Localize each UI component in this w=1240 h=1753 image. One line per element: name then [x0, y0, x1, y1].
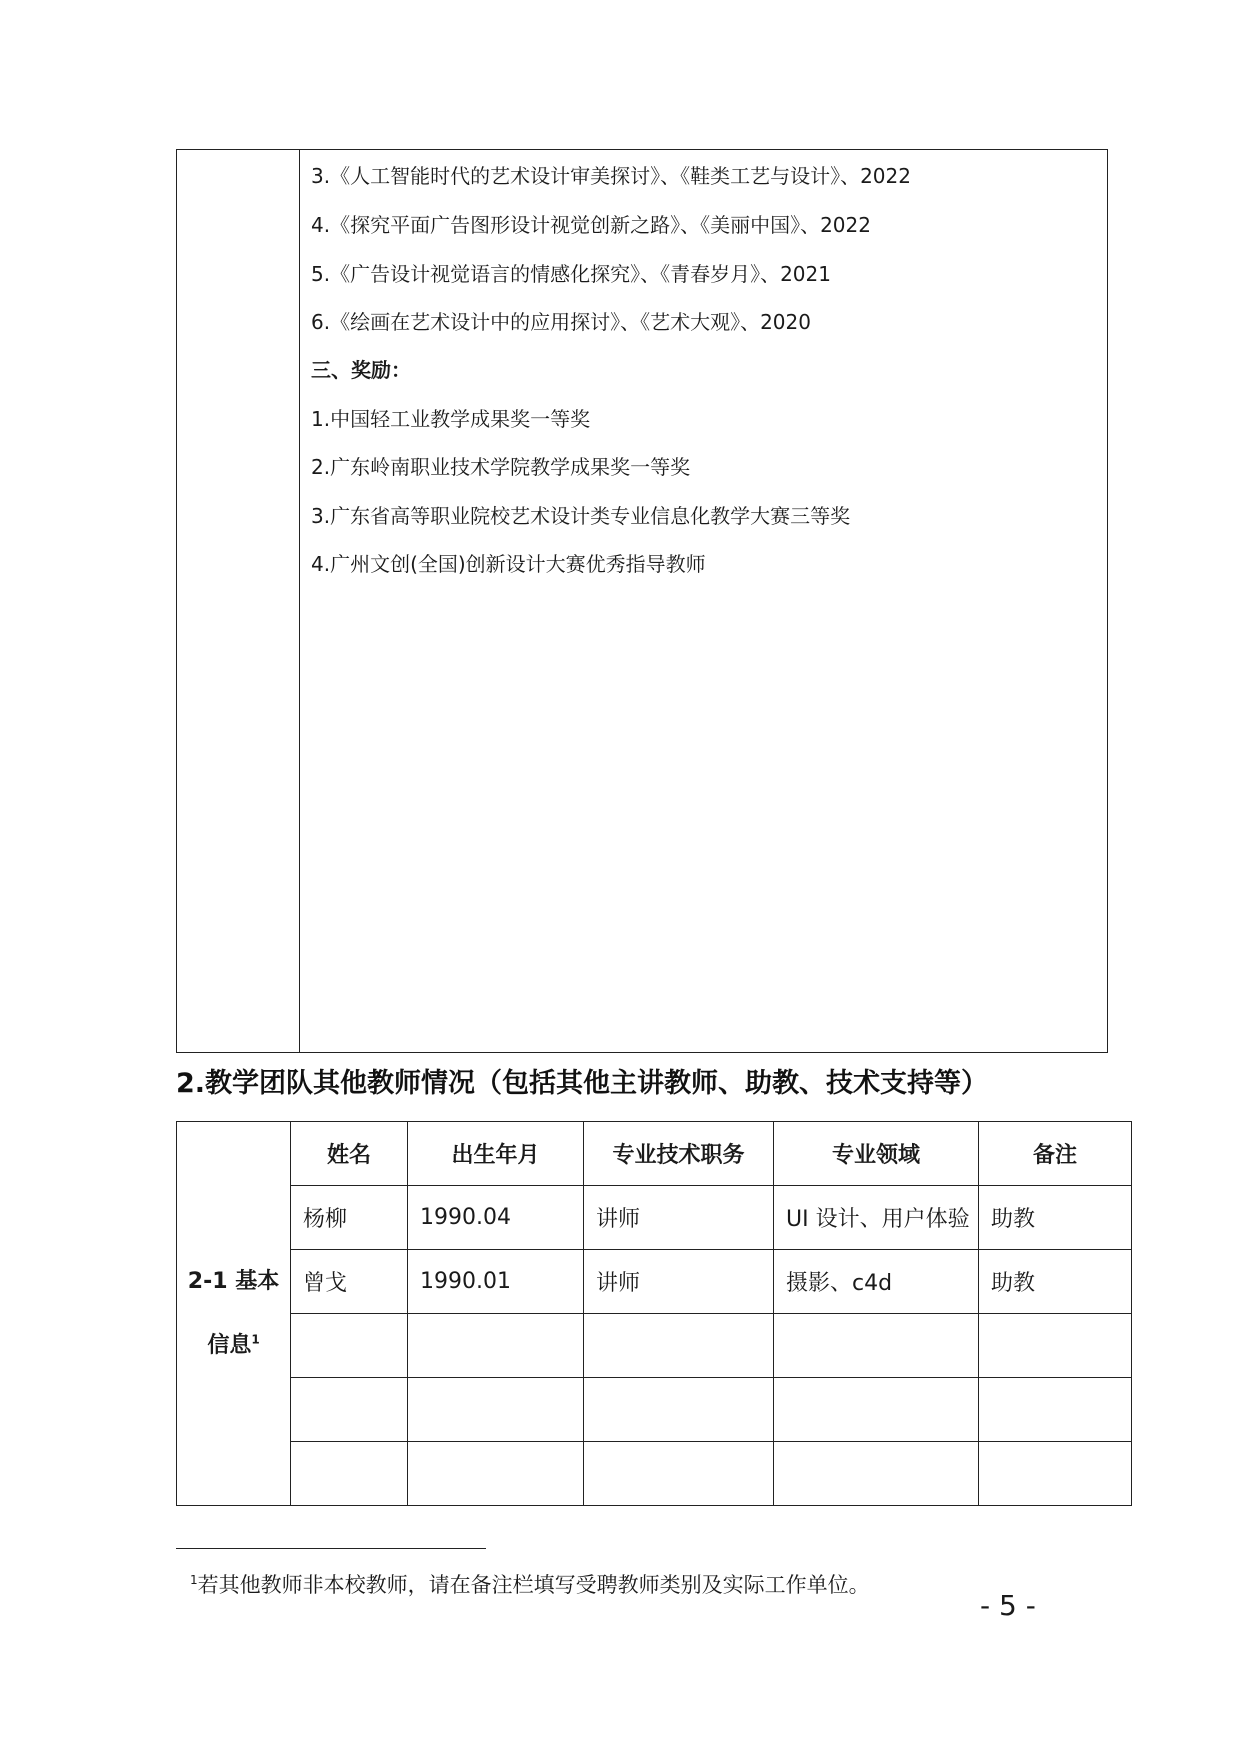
- cell-remark: 助教: [979, 1186, 1132, 1250]
- footnote: [190, 1566, 870, 1599]
- publication-item: 5.《广告设计视觉语言的情感化探究》、《青春岁月》、2021: [311, 262, 831, 286]
- cell-title: 讲师: [584, 1186, 774, 1250]
- cell-name: [291, 1378, 408, 1442]
- row-label-basic-info: [177, 1122, 291, 1506]
- table-row: [177, 1314, 1132, 1378]
- cell-field: UI 设计、用户体验: [774, 1186, 979, 1250]
- cell-birth: [408, 1442, 584, 1506]
- award-item: 4.广州文创(全国)创新设计大赛优秀指导教师: [311, 552, 706, 576]
- publication-item: 4.《探究平面广告图形设计视觉创新之路》、《美丽中国》、2022: [311, 213, 871, 237]
- award-item: 2.广东岭南职业技术学院教学成果奖一等奖: [311, 455, 691, 479]
- header-title: 专业技术职务: [584, 1122, 774, 1186]
- header-remark: 备注: [979, 1122, 1132, 1186]
- table-row: [177, 1378, 1132, 1442]
- header-name: 姓名: [291, 1122, 408, 1186]
- row-label-line1: 2-1 基本: [187, 1268, 280, 1294]
- cell-title: [584, 1442, 774, 1506]
- cell-title: [584, 1314, 774, 1378]
- cell-birth: 1990.04: [408, 1186, 584, 1250]
- header-row: [177, 1122, 1132, 1186]
- team-info-table: [176, 1121, 1132, 1506]
- footnote-text: 若其他教师非本校教师，请在备注栏填写受聘教师类别及实际工作单位。: [197, 1573, 870, 1597]
- award-item: 3.广东省高等职业院校艺术设计类专业信息化教学大赛三等奖: [311, 504, 851, 528]
- cell-field: [774, 1314, 979, 1378]
- cell-remark: [979, 1442, 1132, 1506]
- cell-remark: [979, 1314, 1132, 1378]
- header-field: 专业领域: [774, 1122, 979, 1186]
- column-divider: [299, 150, 300, 1052]
- cell-remark: [979, 1378, 1132, 1442]
- publication-item: 3.《人工智能时代的艺术设计审美探讨》、《鞋类工艺与设计》、2022: [311, 164, 911, 188]
- awards-heading: 三、奖励：: [311, 358, 411, 382]
- cell-name: [291, 1314, 408, 1378]
- row-label-line2: 信息: [207, 1332, 252, 1358]
- publication-item: 6.《绘画在艺术设计中的应用探讨》、《艺术大观》、2020: [311, 310, 811, 334]
- page-number: - 5 -: [980, 1589, 1036, 1622]
- award-item: 1.中国轻工业教学成果奖一等奖: [311, 407, 591, 431]
- table-row: [177, 1442, 1132, 1506]
- cell-birth: [408, 1314, 584, 1378]
- cell-field: [774, 1442, 979, 1506]
- cell-name: [291, 1442, 408, 1506]
- cell-remark: 助教: [979, 1250, 1132, 1314]
- footnote-marker: 1: [190, 1573, 198, 1587]
- cell-birth: 1990.01: [408, 1250, 584, 1314]
- cell-field: [774, 1378, 979, 1442]
- footnote-ref: 1: [251, 1332, 260, 1347]
- cell-title: 讲师: [584, 1250, 774, 1314]
- footnote-rule: [176, 1548, 486, 1549]
- cell-birth: [408, 1378, 584, 1442]
- cell-name: 曾戈: [291, 1250, 408, 1314]
- cell-field: 摄影、c4d: [774, 1250, 979, 1314]
- table-row: [177, 1186, 1132, 1250]
- continued-table-frame: [176, 149, 1108, 1053]
- cell-title: [584, 1378, 774, 1442]
- cell-name: 杨柳: [291, 1186, 408, 1250]
- table-row: [177, 1250, 1132, 1314]
- header-birth: 出生年月: [408, 1122, 584, 1186]
- section-title: 2.教学团队其他教师情况（包括其他主讲教师、助教、技术支持等）: [176, 1068, 989, 1099]
